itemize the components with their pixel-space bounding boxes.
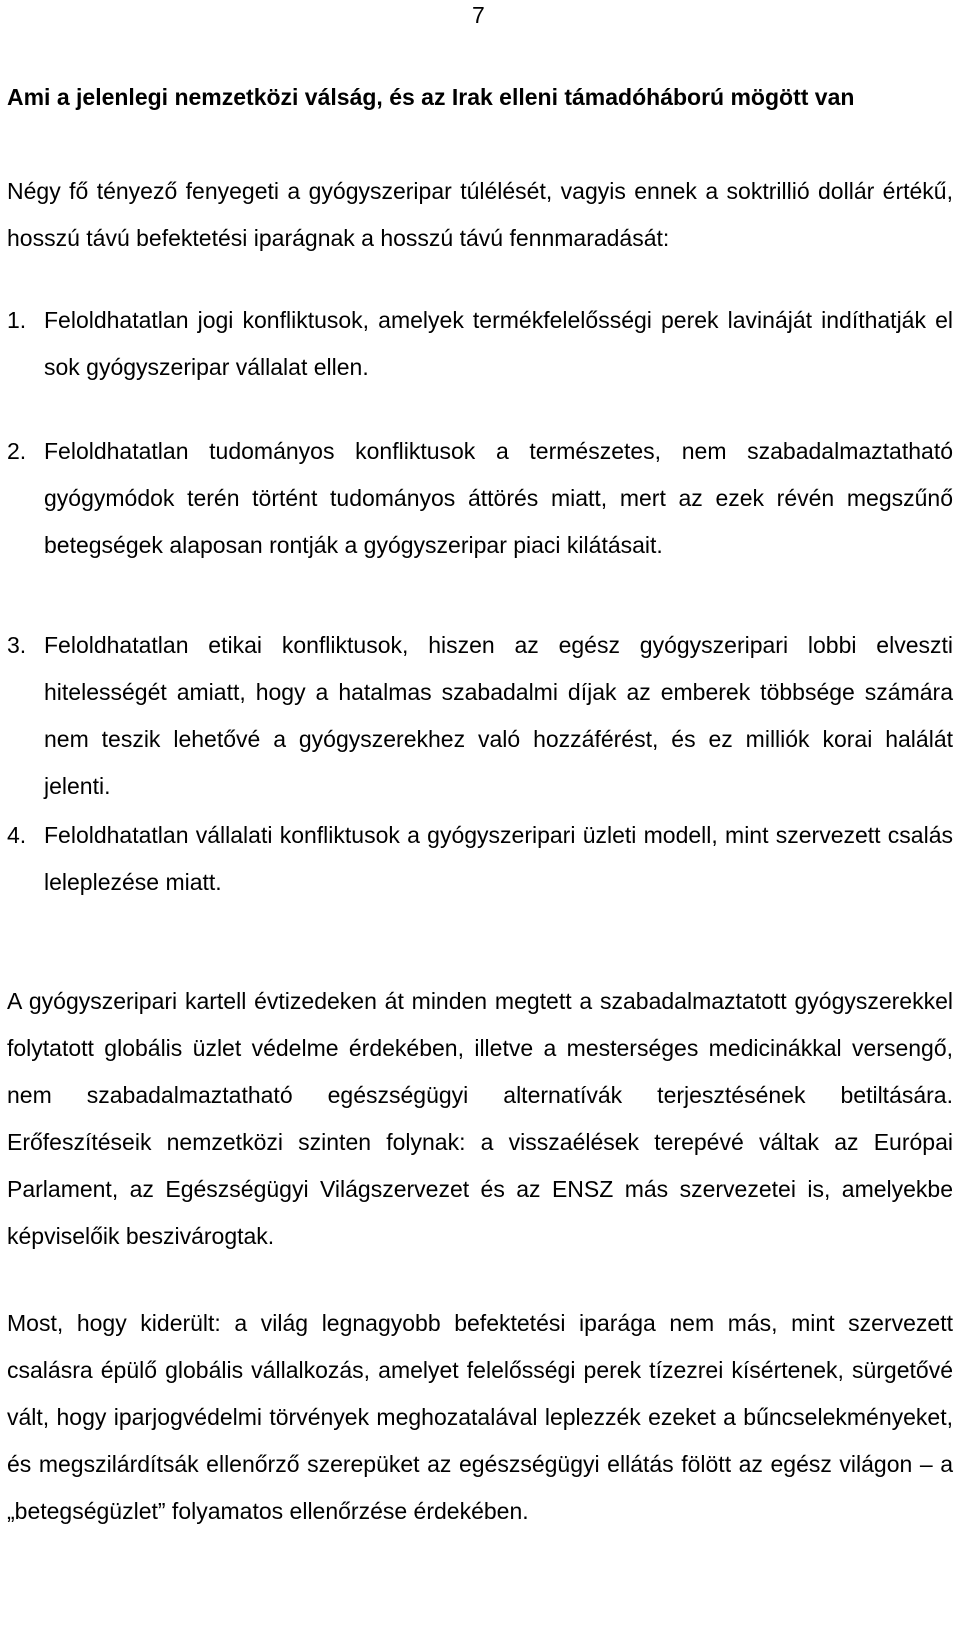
list-item-number: 3. xyxy=(7,632,27,658)
section-heading: Ami a jelenlegi nemzetközi válság, és az Irak elleni támadóháború mögött van xyxy=(7,84,855,110)
list-item-text: Feloldhatatlan jogi konfliktusok, amelyek termékfelelősségi perek lavináját indíthatják el sok gyógyszeripar vállalat ellen. xyxy=(44,307,953,380)
list-item xyxy=(7,622,953,810)
list-item xyxy=(7,812,953,906)
list-item xyxy=(7,297,953,391)
body-paragraph: Most, hogy kiderült: a világ legnagyobb befektetési iparága nem más, mint szervezett csalásra épülő globális vállalkozás, amelyet felelősségi perek tízezrei kísértenek, sürgetővé vált, hogy iparjogvédelmi törvények meghozatalával leplezzék ezeket a bűncselekményeket, és megszilárdítsák ellenőrző szerepüket az egészségügyi ellátás fölött az egész világon – a „betegségüzlet” folyamatos ellenőrzése érdekében. xyxy=(7,1310,953,1524)
list-item-number: 4. xyxy=(7,822,27,848)
list-item-text: Feloldhatatlan vállalati konfliktusok a gyógyszeripari üzleti modell, mint szervezett csalás leleplezése miatt. xyxy=(44,822,953,895)
list-item-number: 1. xyxy=(7,307,27,333)
list-item-number: 2. xyxy=(7,438,27,464)
page-number: 7 xyxy=(472,2,485,28)
list-item-text: Feloldhatatlan etikai konfliktusok, hiszen az egész gyógyszeripari lobbi elveszti hitelességét amiatt, hogy a hatalmas szabadalmi díjak az emberek többsége számára nem teszik lehetővé a gyógyszerekhez való hozzáférést, és ez milliók korai halálát jelenti. xyxy=(44,632,953,799)
list-item-text: Feloldhatatlan tudományos konfliktusok a természetes, nem szabadalmaztatható gyógymódok terén történt tudományos áttörés miatt, mert az ezek révén megszűnő betegségek alaposan rontják a gyógyszeripar piaci kilátásait. xyxy=(44,438,953,558)
intro-paragraph: Négy fő tényező fenyegeti a gyógyszeripar túlélését, vagyis ennek a soktrillió dollár értékű, hosszú távú befektetési iparágnak a hosszú távú fennmaradását: xyxy=(7,178,953,251)
body-paragraph: A gyógyszeripari kartell évtizedeken át minden megtett a szabadalmaztatott gyógyszerekkel folytatott globális üzlet védelme érdekében, illetve a mesterséges medicinákkal versengő, nem szabadalmaztatható egészségügyi alternatívák terjesztésének betiltására. Erőfeszítéseik nemzetközi szinten folynak: a visszaélések terepévé váltak az Európai Parlament, az Egészségügyi Világszervezet és az ENSZ más szervezetei is, amelyekbe képviselőik beszivárogtak. xyxy=(7,988,953,1249)
list-item xyxy=(7,428,953,569)
